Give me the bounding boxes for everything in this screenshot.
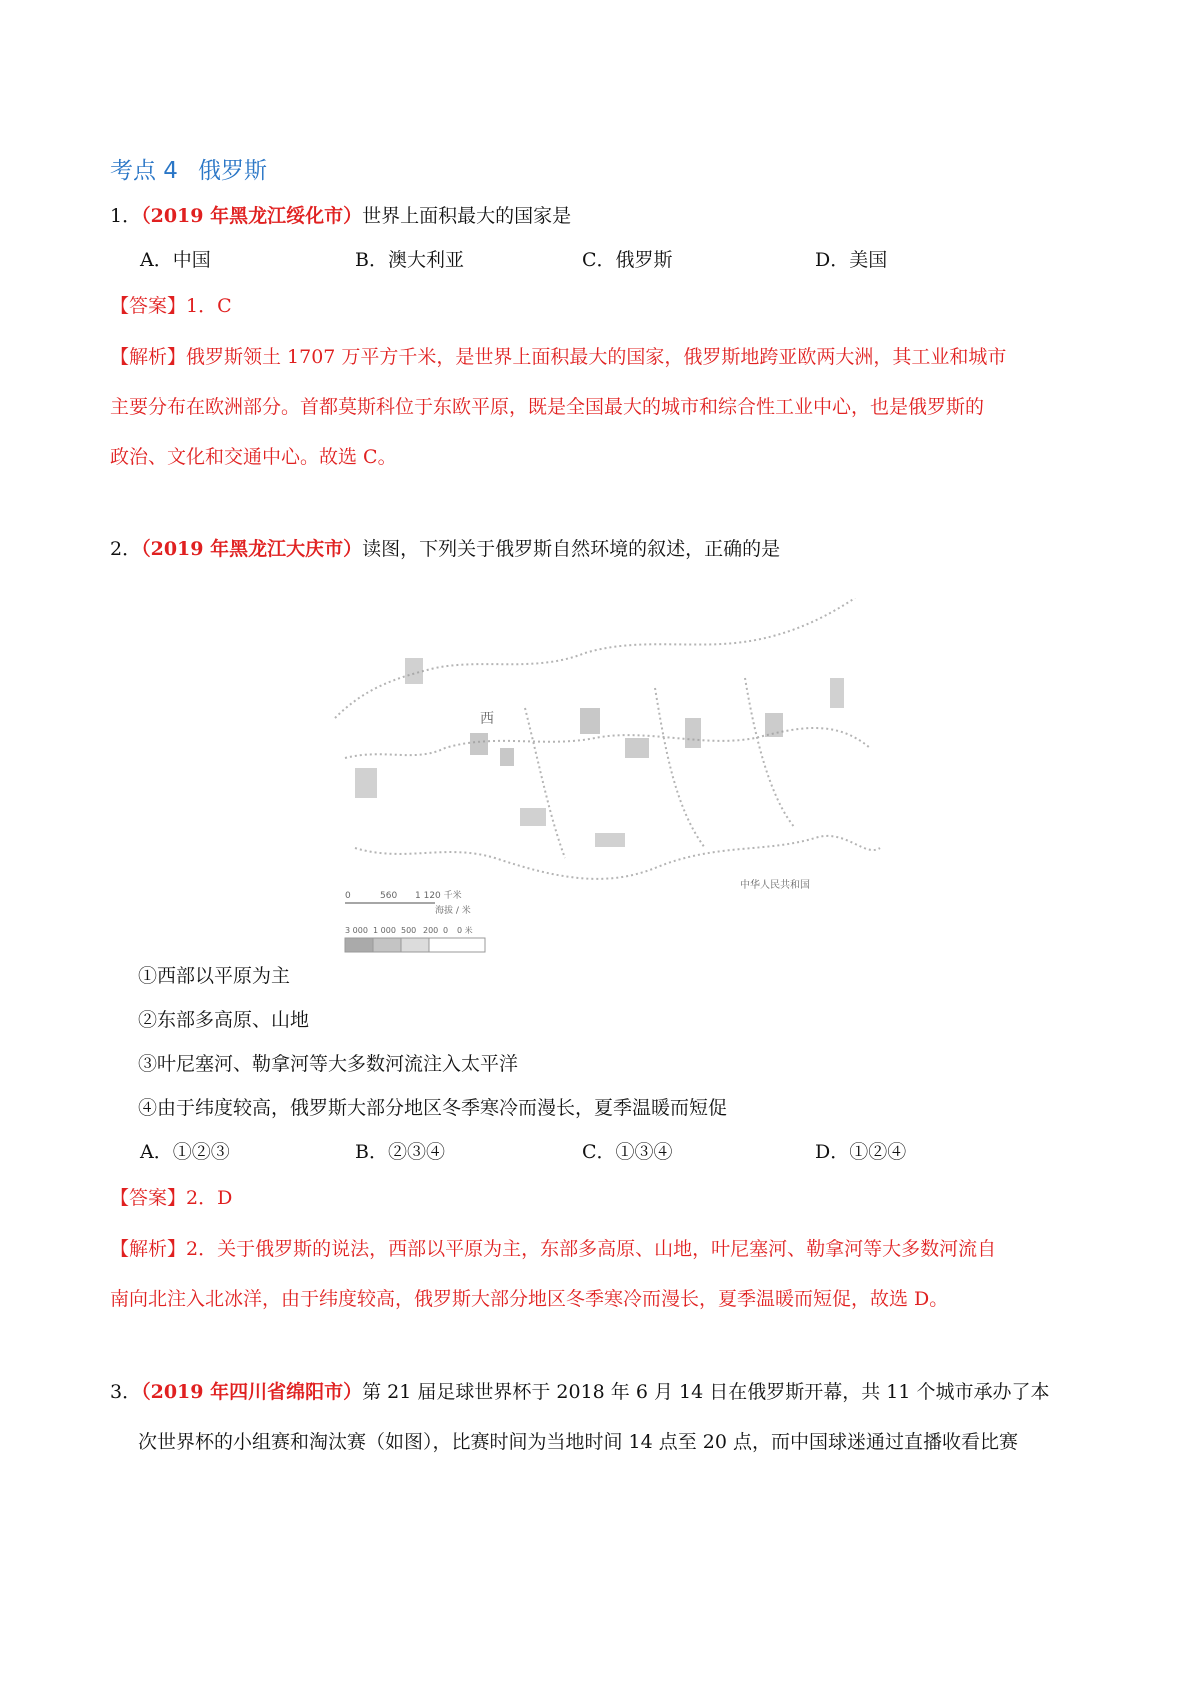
q1-analysis-line: 政治、文化和交通中心。故选 C。 [110, 446, 397, 468]
map-legend-value: 0 米 [457, 926, 473, 935]
q2-analysis-line: 【解析】2．关于俄罗斯的说法，西部以平原为主，东部多高原、山地，叶尼塞河、勒拿河等大多数河流自 [110, 1238, 997, 1260]
q1-analysis-line: 【解析】俄罗斯领土 1707 万平方千米，是世界上面积最大的国家，俄罗斯地跨亚欧两大洲，其工业和城市 [110, 346, 1007, 368]
map-legend-title: 海拔 / 米 [435, 906, 471, 916]
question-text: 第 21 届足球世界杯于 2018 年 6 月 14 日在俄罗斯开幕，共 11 个城市承办了本 [362, 1381, 1050, 1403]
map-place-label: 中华人民共和国 [740, 880, 810, 891]
q2-option-a: A．①②③ [140, 1141, 230, 1163]
q2-statement: ②东部多高原、山地 [138, 1009, 310, 1031]
map-legend-value: 200 [423, 926, 439, 935]
q1-option-d: D．美国 [815, 249, 888, 271]
map-place-label: 西 [480, 711, 494, 727]
q2-statement: ①西部以平原为主 [138, 965, 291, 987]
question-number: 3． [110, 1381, 142, 1403]
question-source: （2019 年四川省绵阳市） [141, 1381, 363, 1403]
q2-statement: ③叶尼塞河、勒拿河等大多数河流注入太平洋 [138, 1053, 519, 1075]
map-legend-value: 3 000 [345, 926, 368, 935]
q1-option-c: C．俄罗斯 [582, 249, 673, 271]
question-number: 2． [110, 538, 142, 560]
q2-option-c: C．①③④ [582, 1141, 673, 1163]
map-legend-value: 0 [443, 926, 449, 935]
question-text: 世界上面积最大的国家是 [362, 205, 572, 227]
question-1-stem [110, 202, 571, 230]
q2-option-b: B．②③④ [355, 1141, 445, 1163]
q1-answer: 【答案】1．C [110, 295, 232, 317]
question-2-stem [110, 535, 780, 563]
map-scale-label: 0 [345, 891, 351, 901]
russia-topographic-map [325, 598, 885, 968]
map-legend-value: 1 000 [373, 926, 396, 935]
section-label: 考点 4 [110, 158, 178, 184]
map-legend-value: 500 [401, 926, 417, 935]
question-text: 读图，下列关于俄罗斯自然环境的叙述，正确的是 [362, 538, 781, 560]
section-heading [110, 152, 267, 185]
map-scale-label: 1 120 千米 [415, 891, 462, 901]
q2-analysis-line: 南向北注入北冰洋，由于纬度较高，俄罗斯大部分地区冬季寒冷而漫长，夏季温暖而短促，故选 D。 [110, 1288, 949, 1310]
q2-statement: ④由于纬度较高，俄罗斯大部分地区冬季寒冷而漫长，夏季温暖而短促 [138, 1097, 728, 1119]
question-source: （2019 年黑龙江大庆市） [141, 538, 363, 560]
q1-option-a: A．中国 [140, 249, 211, 271]
question-3-text-line: 次世界杯的小组赛和淘汰赛（如图），比赛时间为当地时间 14 点至 20 点，而中国球迷通过直播收看比赛 [138, 1431, 1019, 1453]
section-topic: 俄罗斯 [197, 158, 267, 184]
q1-option-b: B．澳大利亚 [355, 249, 464, 271]
question-source: （2019 年黑龙江绥化市） [141, 205, 363, 227]
q2-option-d: D．①②④ [815, 1141, 907, 1163]
question-number: 1． [110, 205, 142, 227]
question-3-stem [110, 1378, 1049, 1406]
q2-answer: 【答案】2．D [110, 1187, 233, 1209]
q1-analysis-line: 主要分布在欧洲部分。首都莫斯科位于东欧平原，既是全国最大的城市和综合性工业中心，也是俄罗斯的 [110, 396, 985, 418]
map-scale-label: 560 [380, 891, 398, 901]
